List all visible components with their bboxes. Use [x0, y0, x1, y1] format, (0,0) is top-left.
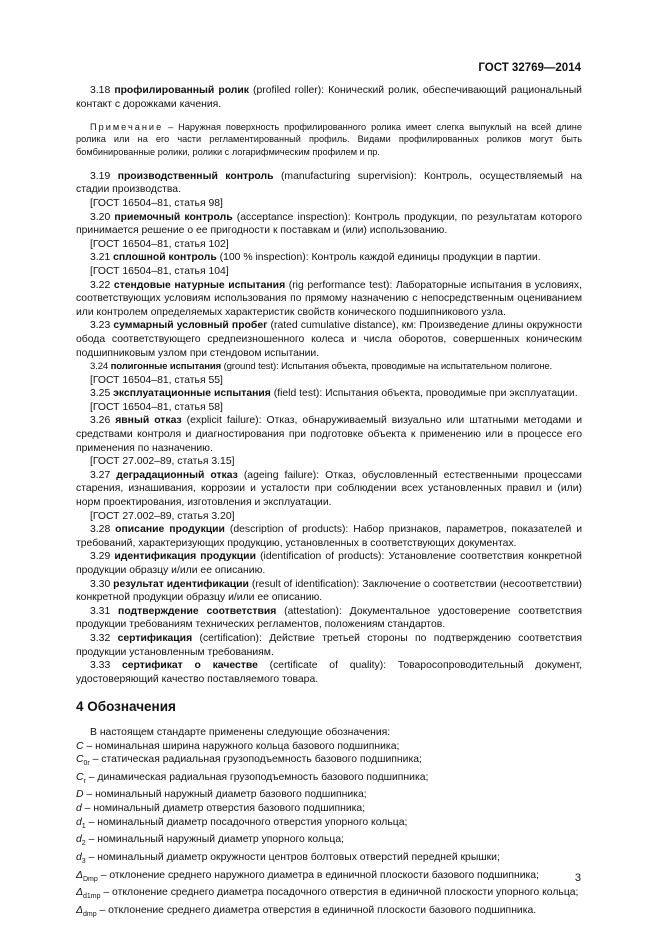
symbol-entry — [76, 771, 582, 789]
symbol-subscript: 1 — [81, 822, 86, 830]
term-name: полигонные испытания — [110, 361, 222, 373]
term-number: 3.31 — [90, 605, 111, 617]
note-text: – Наружная поверхность профилированного ролика имеет слегка выпуклый на всей длине ролика или на его части регламентированный профиль. Видами профилированных роликов могут быть бомбинированные ролики, ролики с логарифмическим профилем и пр. — [76, 122, 582, 157]
symbol: Δ — [76, 887, 83, 899]
term-number: 3.25 — [90, 388, 111, 400]
term-number: 3.23 — [90, 320, 111, 332]
symbol: D — [76, 789, 84, 801]
term-name: эксплуатационные испытания — [113, 388, 271, 400]
term-number: 3.29 — [90, 551, 111, 563]
note-label: Примечание — [90, 122, 164, 133]
symbol-description: – отклонение среднего диаметра отверстия в единичной плоскости базового подшипника. — [96, 905, 537, 917]
term-definition: (rated cumulative distance), км: Произведение длины окружности обода соответствующего средneизношенного колеса и числа оборотов, совершенных коническим подшипниковым узлом при стендовом испытании. — [76, 320, 583, 359]
term-name: сплошной контроль — [113, 252, 217, 264]
term-definition: (acceptance inspection): Контроль продукции, по результатам которого принимается решение о ее пригодности к поставкам и (или) использованию. — [76, 211, 583, 237]
term-entry — [76, 523, 582, 550]
symbol-subscript: r — [83, 777, 86, 785]
term-entry — [76, 84, 582, 111]
term-number: 3.22 — [90, 279, 111, 291]
term-entry — [76, 251, 582, 265]
term-number: 3.26 — [90, 415, 111, 427]
term-entry — [76, 605, 582, 632]
term-entry — [76, 469, 582, 510]
symbol-description: – статическая радиальная грузоподъемность базового подшипника; — [89, 754, 422, 766]
term-entry — [76, 550, 582, 577]
term-name: стендовые натурные испытания — [113, 279, 286, 291]
section-intro: В настоящем стандарте применены следующие обозначения: — [90, 726, 391, 738]
symbol: Δ — [76, 905, 83, 917]
term-name: описание продукции — [115, 524, 225, 536]
term-entry — [76, 279, 582, 320]
term-reference: [ГОСТ 16504–81, статья 55] — [90, 374, 223, 386]
term-definition: (ageing failure): Отказ, обусловленный естественными процессами старения, изнашивания, коррозии и усталости при соблюдении всех установленных правил и (или) норм проектирования, изготовления и эксплуатации. — [76, 469, 582, 509]
symbol: d — [76, 834, 82, 846]
symbol-subscript: 0r — [83, 760, 90, 768]
term-definition: (100 % inspection): Контроль каждой единицы продукции в партии. — [216, 252, 541, 264]
symbol-entry — [76, 753, 582, 771]
term-number: 3.18 — [90, 85, 111, 96]
page-number: 3 — [574, 872, 581, 884]
term-name: приемочный контроль — [114, 211, 233, 223]
symbol: d — [76, 852, 82, 864]
term-number: 3.30 — [90, 578, 111, 590]
symbol-description: – номинальный наружный диаметр упорного кольца; — [85, 834, 345, 846]
symbol-description: – динамическая радиальная грузоподъемность базового подшипника; — [85, 771, 429, 783]
symbol: C — [76, 740, 84, 752]
term-number: 3.33 — [90, 660, 111, 672]
symbol-entry — [76, 833, 582, 851]
symbol-description: – номинальный диаметр посадочного отверстия упорного кольца; — [85, 816, 408, 828]
term-definition: (profiled roller): Конический ролик, обеспечивающий рациональный контакт с дорожками качения. — [76, 85, 582, 110]
symbol-subscript: dmp — [82, 911, 97, 919]
term-entry — [76, 170, 582, 197]
term-name: деградационный отказ — [116, 469, 238, 481]
symbol-entry — [76, 851, 582, 869]
term-name: подтверждение соответствия — [118, 605, 277, 617]
symbol-description: – номинальный диаметр отверстия базового подшипника; — [81, 803, 366, 815]
symbol-entry — [76, 802, 582, 816]
term-name: суммарный условный пробег — [113, 320, 268, 332]
term-definition: (certification): Действие третьей стороны по подтверждению соответствия продукции установленным требованиям. — [76, 632, 582, 658]
symbol: Δ — [76, 869, 83, 881]
term-reference: [ГОСТ 27.002–89, статья 3.15] — [90, 456, 235, 468]
term-entry — [76, 360, 582, 374]
term-definition: (explicit failure): Отказ, обнаруживаемый визуально или штатными методами и средствами контроля и диагностирования при подготовке объекта к применению или в процессе его применения по назначению. — [76, 415, 583, 454]
term-definition: (description of products): Набор признаков, параметров, показателей и требований, характеризующих продукцию, установленных в соответствующих документах. — [76, 524, 582, 549]
symbol-entry — [76, 869, 582, 887]
symbol-description: – отклонение среднего диаметра посадочного отверстия в единичной плоскости упорного кольца; — [100, 887, 579, 899]
term-number: 3.24 — [90, 361, 109, 373]
term-definition: (manufacturing supervision): Контроль, осуществляемый на стадии производства. — [76, 170, 582, 196]
term-entry — [76, 211, 582, 238]
symbol-subscript: 2 — [81, 840, 86, 848]
term-entry — [76, 659, 582, 686]
symbol-subscript: d1mp — [82, 893, 101, 901]
term-definition: (attestation): Документальное удостоверение соответствия продукции требованиям технических регламентов, положениям стандартов. — [76, 605, 582, 631]
term-name: результат идентификации — [113, 578, 249, 590]
symbol-entry — [76, 886, 582, 904]
term-definition: (ground test): Испытания объекта, проводимые на испытательном полигоне. — [221, 361, 553, 373]
term-reference: [ГОСТ 16504–81, статья 102] — [90, 238, 229, 250]
symbol: C — [76, 771, 84, 783]
symbol-entry — [76, 816, 582, 834]
symbol: d — [76, 816, 82, 828]
term-entry — [76, 632, 582, 659]
term-reference: [ГОСТ 16504–81, статья 104] — [90, 265, 229, 277]
term-entry — [76, 319, 582, 360]
term-name: сертификат о качестве — [121, 660, 258, 672]
term-number: 3.20 — [90, 211, 111, 223]
term-number: 3.32 — [90, 632, 111, 644]
document-id-header: ГОСТ 32769—2014 — [478, 62, 581, 74]
term-name: производственный контроль — [117, 170, 274, 182]
terms-list — [76, 170, 582, 687]
term-number: 3.27 — [90, 469, 111, 481]
symbol-subscript: Dmp — [82, 875, 98, 883]
symbol-description: – номинальный диаметр окружности центров болтовых отверстий передней крышки; — [85, 852, 500, 864]
term-name: явный отказ — [115, 415, 182, 427]
term-definition: (certificate of quality): Товаросопроводительный документ, удостоверяющий качество поставляемого товара. — [76, 660, 583, 685]
symbol-description: – отклонение среднего наружного диаметра в единичной плоскости базового подшипника; — [97, 869, 539, 881]
symbol: d — [76, 803, 82, 815]
symbol-description: – номинальная ширина наружного кольца базового подшипника; — [83, 740, 400, 752]
symbol-subscript: 3 — [81, 858, 86, 866]
term-entry — [76, 578, 582, 605]
term-name: идентификация продукции — [114, 551, 256, 563]
symbol-entry — [76, 788, 582, 802]
symbol-entry — [76, 904, 582, 922]
term-name: профилированный ролик — [114, 85, 249, 96]
section-title: 4 Обозначения — [76, 699, 176, 715]
term-number: 3.19 — [90, 170, 111, 182]
symbols-list — [76, 740, 582, 922]
term-entry — [76, 387, 582, 401]
term-definition: (identification of products): Установление соответствия конкретной продукции образцу и/или ее описанию. — [76, 551, 582, 577]
term-number: 3.21 — [90, 252, 111, 264]
term-definition: (result of identification): Заключение о соответствии (несоответствии) конкретной продукции образцу и/или ее описанию. — [76, 578, 582, 604]
term-entry — [76, 414, 582, 455]
note — [76, 121, 582, 158]
content-body — [76, 84, 582, 922]
symbol-description: – номинальный наружный диаметр базового подшипника; — [83, 789, 367, 801]
symbol: C — [76, 754, 84, 766]
symbol-entry — [76, 740, 582, 754]
term-definition: (rig performance test): Лабораторные испытания в условиях, соответствующих условиям использования по прямому назначению с непосредственным оцениванием или контролем определяемых характеристик свойств конического подшипникового узла. — [76, 279, 582, 318]
term-definition: (field test): Испытания объекта, проводимые при эксплуатации. — [270, 388, 578, 400]
term-reference: [ГОСТ 16504–81, статья 98] — [90, 197, 223, 209]
term-reference: [ГОСТ 16504–81, статья 58] — [90, 401, 223, 413]
term-number: 3.28 — [90, 524, 111, 536]
term-reference: [ГОСТ 27.002–89, статья 3.20] — [90, 510, 235, 522]
term-name: сертификация — [117, 632, 193, 644]
